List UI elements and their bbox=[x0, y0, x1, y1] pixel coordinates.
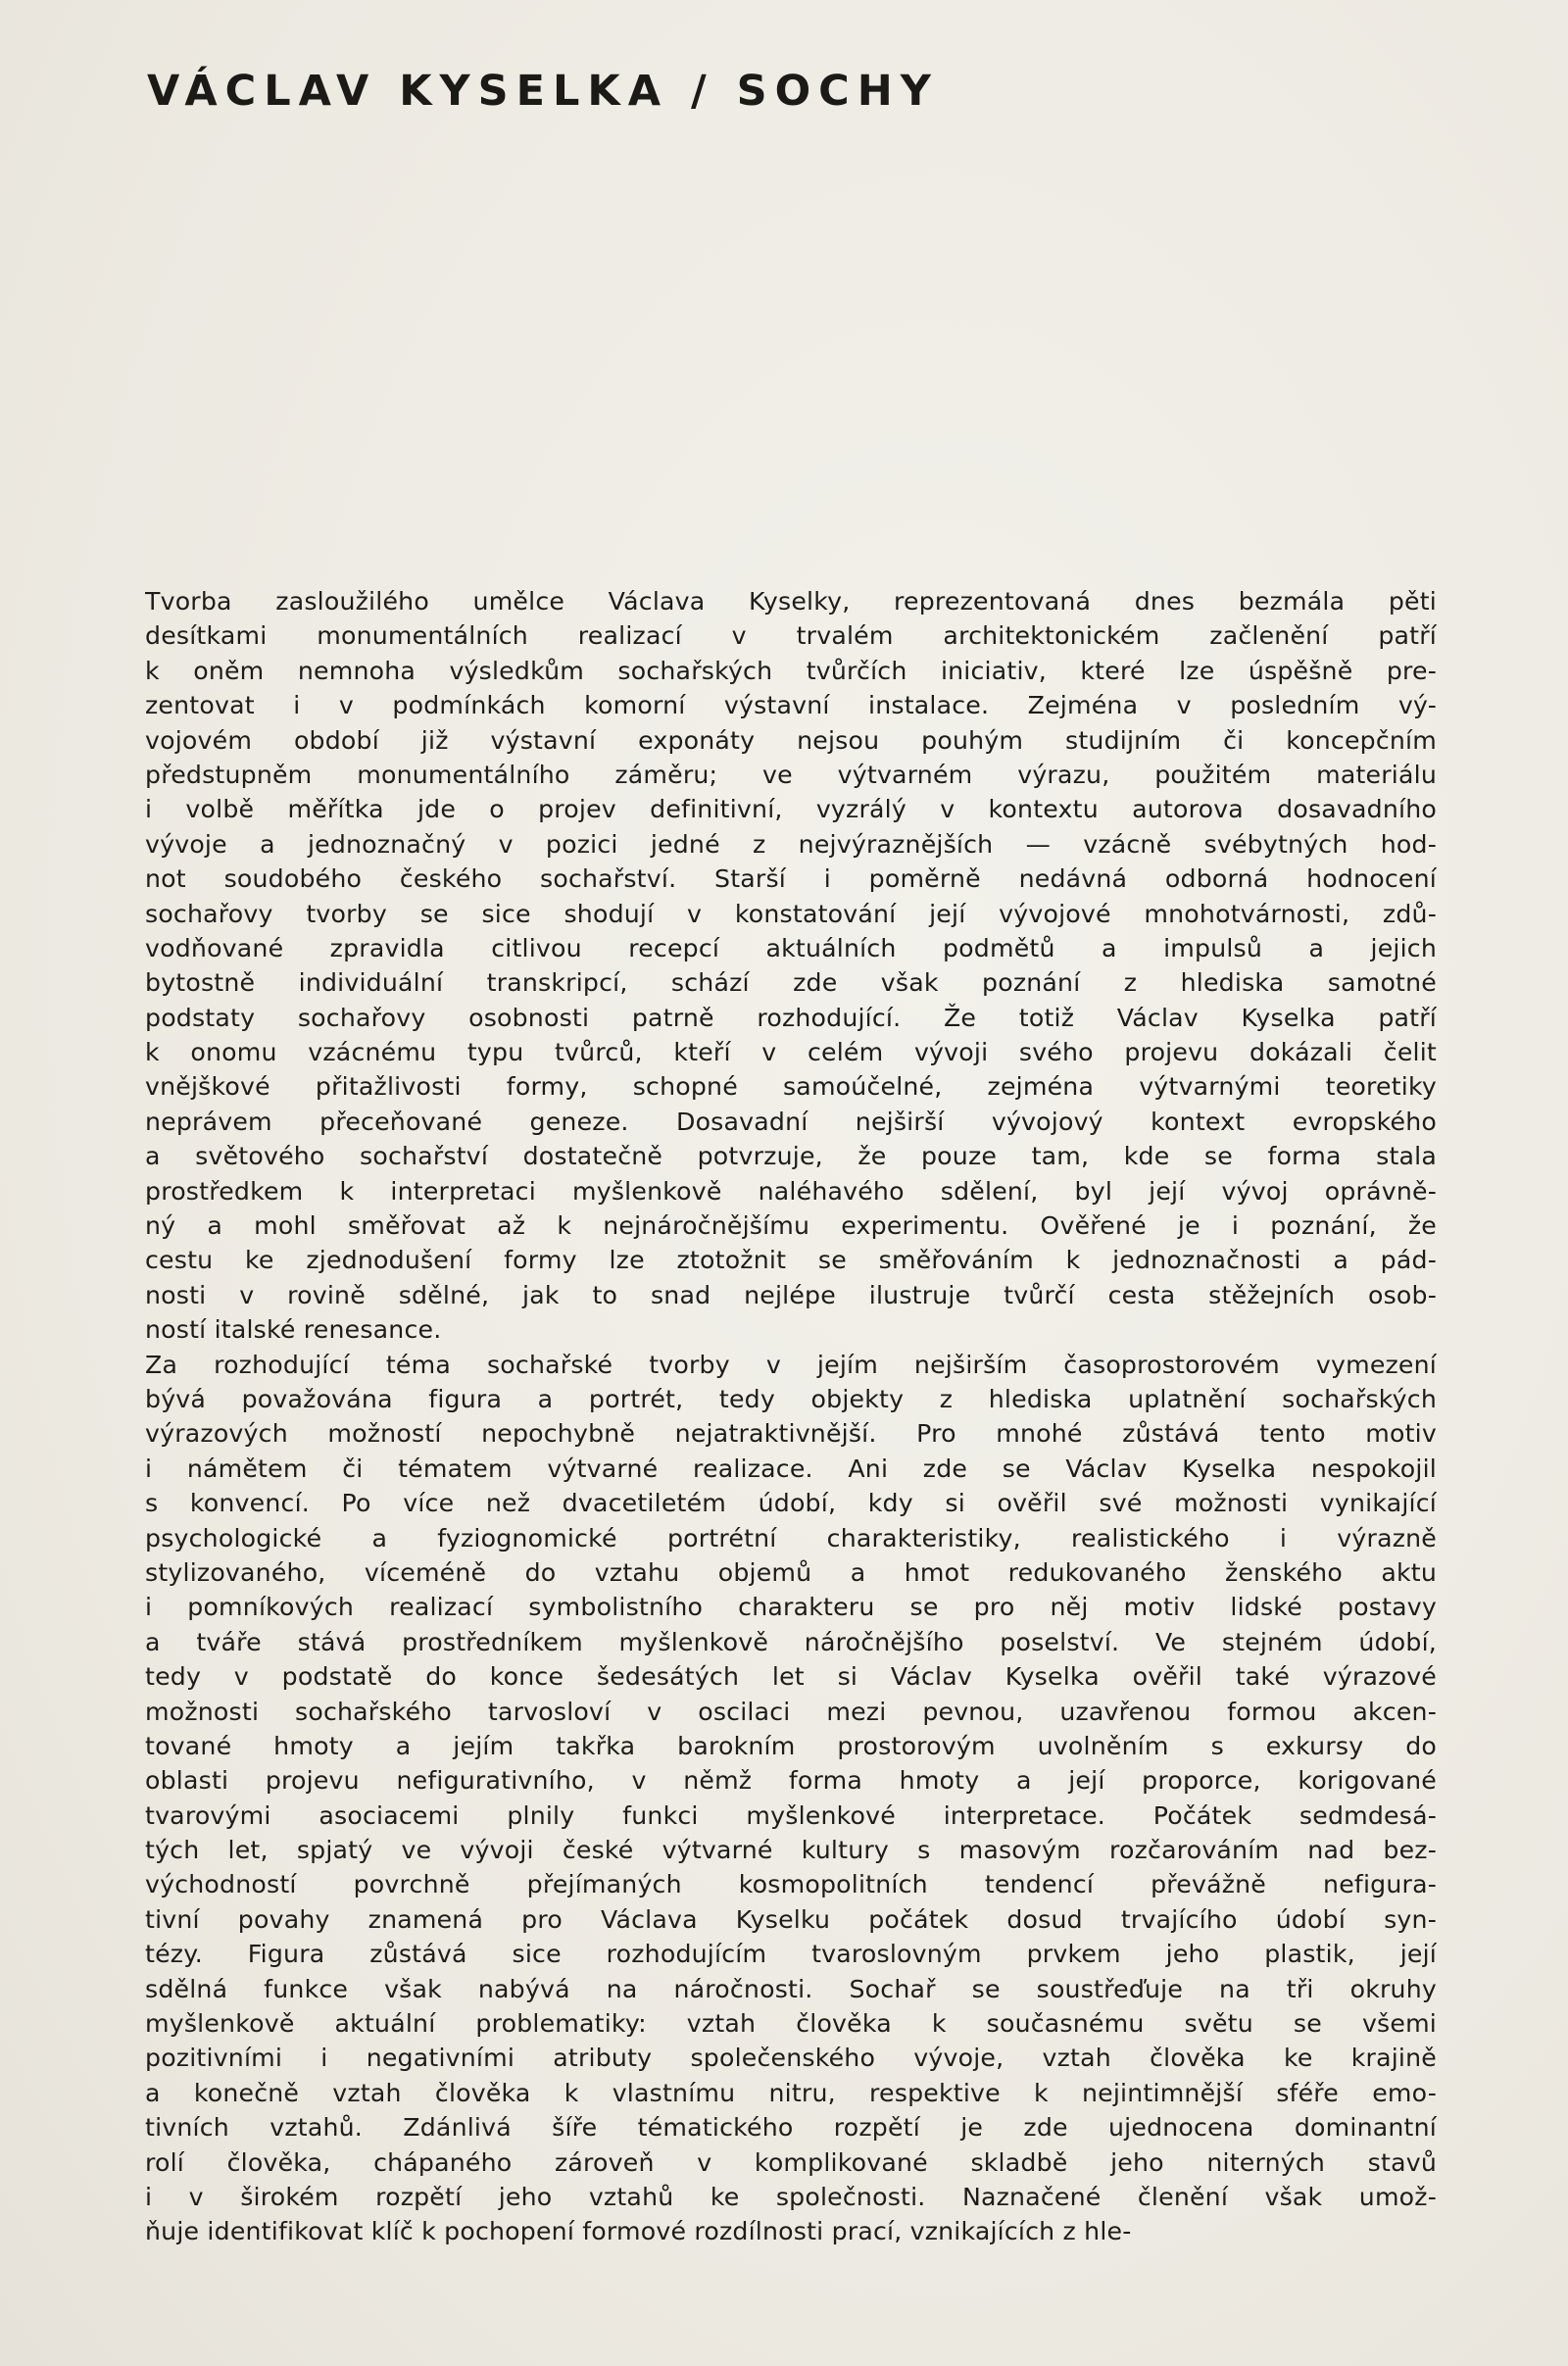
text-line: k oněm nemnoha výsledkům sochařských tvůrčích iniciativ, které lze úspěšně pre- bbox=[145, 656, 1437, 685]
paragraph-2 bbox=[145, 1348, 1437, 2249]
text-line: Za rozhodující téma sochařské tvorby v jejím nejširším časoprostorovém vymezení bbox=[145, 1350, 1437, 1379]
text-line: a světového sochařství dostatečně potvrzuje, že pouze tam, kde se forma stala bbox=[145, 1142, 1437, 1171]
text-line: i námětem či tématem výtvarné realizace. Ani zde se Václav Kyselka nespokojil bbox=[145, 1454, 1437, 1483]
text-line: tých let, spjatý ve vývoji české výtvarné kultury s masovým rozčarováním nad bez- bbox=[145, 1836, 1437, 1865]
text-line: tvarovými asociacemi plnily funkci myšlenkové interpretace. Počátek sedmdesá- bbox=[145, 1800, 1437, 1830]
text-line: desítkami monumentálních realizací v trvalém architektonickém začlenění patří bbox=[145, 621, 1437, 651]
text-line: předstupněm monumentálního záměru; ve výtvarném výrazu, použitém materiálu bbox=[145, 760, 1437, 789]
text-line: s konvencí. Po více než dvacetiletém údobí, kdy si ověřil své možnosti vynikající bbox=[145, 1489, 1437, 1518]
text-line: vodňované zpravidla citlivou recepcí aktuálních podmětů a impulsů a jejich bbox=[145, 933, 1437, 962]
text-line: sochařovy tvorby se sice shodují v konstatování její vývojové mnohotvárnosti, zdů- bbox=[145, 899, 1437, 928]
paragraph-1 bbox=[145, 584, 1437, 1348]
text-line: i v širokém rozpětí jeho vztahů ke společnosti. Naznačené členění však umož- bbox=[145, 2182, 1437, 2211]
text-line: zentovat i v podmínkách komorní výstavní instalace. Zejména v posledním vý- bbox=[145, 691, 1437, 720]
text-line: Tvorba zasloužilého umělce Václava Kyselky, reprezentovaná dnes bezmála pěti bbox=[145, 587, 1437, 616]
text-line: stylizovaného, víceméně do vztahu objemů a hmot redukovaného ženského aktu bbox=[145, 1557, 1437, 1587]
text-line: oblasti projevu nefigurativního, v němž forma hmoty a její proporce, korigované bbox=[145, 1766, 1437, 1796]
text-line: výrazových možností nepochybně nejatraktivnější. Pro mnohé zůstává tento motiv bbox=[145, 1419, 1437, 1449]
text-line: i pomníkových realizací symbolistního charakteru se pro něj motiv lidské postavy bbox=[145, 1593, 1437, 1622]
text-line: tivních vztahů. Zdánlivá šíře tématického rozpětí je zde ujednocena dominantní bbox=[145, 2113, 1437, 2143]
text-line: tivní povahy znamená pro Václava Kyselku počátek dosud trvajícího údobí syn- bbox=[145, 1904, 1437, 1934]
body-text bbox=[145, 584, 1437, 2249]
text-line: bývá považována figura a portrét, tedy objekty z hlediska uplatnění sochařských bbox=[145, 1384, 1437, 1413]
text-line: ňuje identifikovat klíč k pochopení formové rozdílnosti prací, vznikajících z hle- bbox=[145, 2217, 1132, 2246]
text-line: i volbě měřítka jde o projev definitivní, vyzrálý v kontextu autorova dosavadního bbox=[145, 795, 1437, 824]
text-line: a konečně vztah člověka k vlastnímu nitru, respektive k nejintimnější sféře emo- bbox=[145, 2078, 1437, 2107]
text-line: tované hmoty a jejím takřka barokním prostorovým uvolněním s exkursy do bbox=[145, 1731, 1437, 1760]
text-line: a tváře stává prostředníkem myšlenkově náročnějšího poselství. Ve stejném údobí, bbox=[145, 1627, 1437, 1656]
text-line: vojovém období již výstavní exponáty nejsou pouhým studijním či koncepčním bbox=[145, 725, 1437, 755]
text-line: vnějškové přitažlivosti formy, schopné samoúčelné, zejména výtvarnými teoretiky bbox=[145, 1072, 1437, 1102]
text-line: ností italské renesance. bbox=[145, 1315, 442, 1345]
text-line: ný a mohl směřovat až k nejnáročnějšímu experimentu. Ověřené je i poznání, že bbox=[145, 1211, 1437, 1241]
text-line: rolí člověka, chápaného zároveň v komplikované skladbě jeho niterných stavů bbox=[145, 2147, 1437, 2177]
text-line: bytostně individuální transkripcí, schází zde však poznání z hlediska samotné bbox=[145, 968, 1437, 998]
text-line: sdělná funkce však nabývá na náročnosti. Sochař se soustřeďuje na tři okruhy bbox=[145, 1974, 1437, 2003]
text-line: pozitivními i negativními atributy společenského vývoje, vztah člověka ke krajině bbox=[145, 2044, 1437, 2073]
text-line: prostředkem k interpretaci myšlenkově naléhavého sdělení, byl její vývoj oprávně- bbox=[145, 1176, 1437, 1206]
text-line: myšlenkově aktuální problematiky: vztah člověka k současnému světu se všemi bbox=[145, 2009, 1437, 2039]
text-line: nosti v rovině sdělné, jak to snad nejlépe ilustruje tvůrčí cesta stěžejních osob- bbox=[145, 1280, 1437, 1309]
text-line: možnosti sochařského tarvosloví v oscilaci mezi pevnou, uzavřenou formou akcen- bbox=[145, 1697, 1437, 1726]
text-line: k onomu vzácnému typu tvůrců, kteří v celém vývoji svého projevu dokázali čelit bbox=[145, 1038, 1437, 1067]
text-line: tézy. Figura zůstává sice rozhodujícím tvaroslovným prvkem jeho plastik, její bbox=[145, 1940, 1437, 1969]
text-line: podstaty sochařovy osobnosti patrně rozhodující. Že totiž Václav Kyselka patří bbox=[145, 1003, 1437, 1032]
text-line: psychologické a fyziognomické portrétní charakteristiky, realistického i výrazně bbox=[145, 1523, 1437, 1553]
text-line: not soudobého českého sochařství. Starší i poměrně nedávná odborná hodnocení bbox=[145, 864, 1437, 894]
text-line: východností povrchně přejímaných kosmopolitních tendencí převážně nefigura- bbox=[145, 1870, 1437, 1899]
text-line: vývoje a jednoznačný v pozici jedné z nejvýraznějších — vzácně svébytných hod- bbox=[145, 829, 1437, 859]
page-title: VÁCLAV KYSELKA / SOCHY bbox=[147, 67, 939, 116]
text-line: tedy v podstatě do konce šedesátých let si Václav Kyselka ověřil také výrazové bbox=[145, 1662, 1437, 1692]
text-line: cestu ke zjednodušení formy lze ztotožnit se směřováním k jednoznačnosti a pád- bbox=[145, 1246, 1437, 1275]
text-line: neprávem přeceňované geneze. Dosavadní nejširší vývojový kontext evropského bbox=[145, 1107, 1437, 1136]
